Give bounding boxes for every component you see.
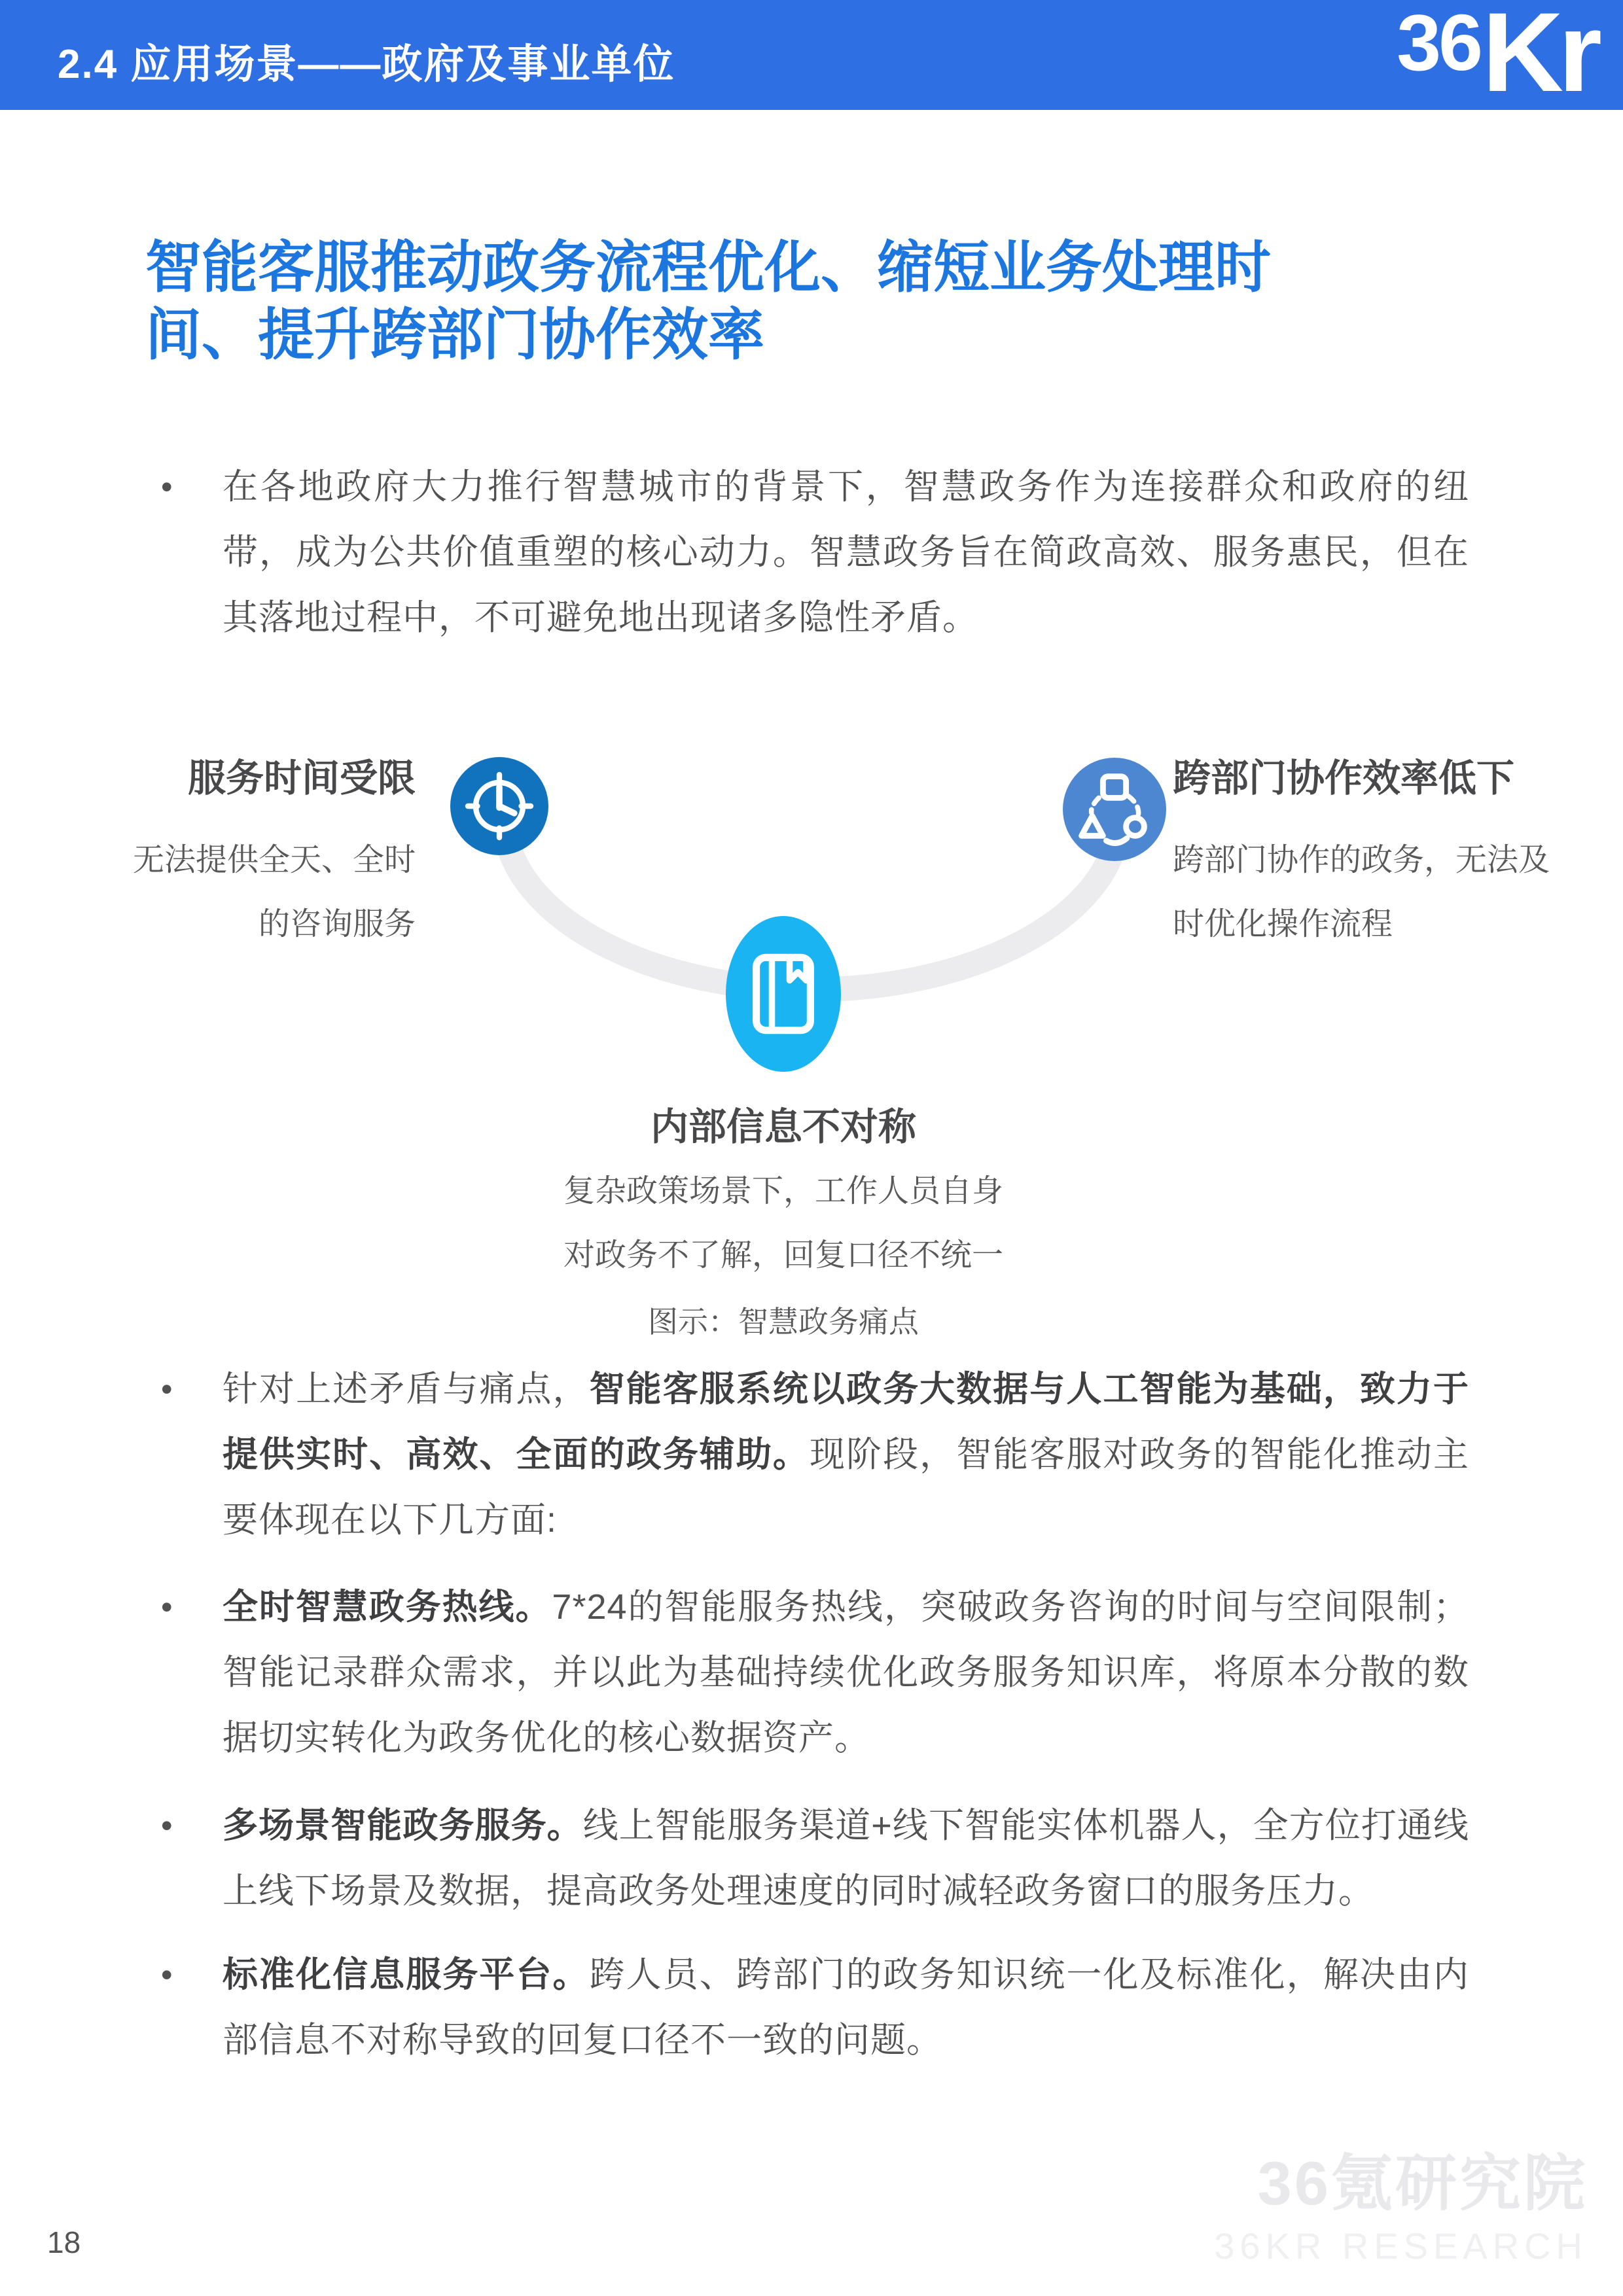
pain-right-desc-line2: 时优化操作流程: [1173, 907, 1393, 942]
pain-middle-desc: [522, 1159, 1045, 1288]
pain-left-desc-line1: 无法提供全天、全时: [132, 843, 416, 877]
bullet-text-post: 现阶段，智能客服对政务的智能化推动主要体现在以下几方面:: [223, 1435, 1469, 1540]
pain-right-title: 跨部门协作效率低下: [1173, 757, 1515, 800]
bullet-text: [223, 1356, 1469, 1553]
bullet-text-pre: 在各地政府大力推行智慧城市的背景下，智慧政务作为连接群众和政府的纽带，成为公共价值重塑的核心动力。智慧政务旨在简政高效、服务惠民，但在其落地过程中，不可避免地出现诸多隐性矛盾。: [223, 467, 1469, 637]
bullet-solution: [145, 1356, 1480, 1553]
logo-36kr-kr: Kr: [1482, 0, 1597, 110]
watermark-en: 36KR RESEARCH: [1214, 2225, 1588, 2267]
bullet-intro: [145, 454, 1480, 650]
bullet-text-post: 7*24的智能服务热线，突破政务咨询的时间与空间限制；智能记录群众需求，并以此为基础持续优化政务服务知识库，将原本分散的数据切实转化为政务优化的核心数据资产。: [223, 1587, 1469, 1757]
pain-left-desc-line2: 的咨询服务: [258, 907, 416, 942]
collaboration-icon: [1063, 758, 1166, 861]
bullet-text-post: 跨人员、跨部门的政务知识统一化及标准化，解决由内部信息不对称导致的回复口径不一致的问题。: [223, 1955, 1470, 2060]
bullet-text: [223, 1574, 1469, 1771]
bullet-marker: •: [161, 1589, 173, 1625]
pain-middle-title: 内部信息不对称: [650, 1106, 916, 1148]
bullet-standard-platform: [145, 1942, 1480, 2073]
logo-36kr: 36: [1397, 0, 1480, 87]
bullet-marker: •: [161, 1807, 173, 1844]
bullet-marker: •: [161, 1956, 173, 1993]
watermark-cn: 36氪研究院: [1257, 2149, 1588, 2217]
pain-right-desc-line1: 跨部门协作的政务，无法及: [1173, 843, 1550, 877]
book-icon: [726, 916, 841, 1072]
bullet-multi-scene: [145, 1793, 1480, 1924]
page-title-line2: 间、提升跨部门协作效率: [145, 304, 764, 366]
bullet-marker: •: [161, 1371, 173, 1407]
pain-middle-desc-line1: 复杂政策场景下，工作人员自身: [563, 1174, 1003, 1209]
diagram-caption: 图示：智慧政务痛点: [648, 1305, 919, 1339]
bullet-hotline: [145, 1574, 1480, 1771]
page-title-line1: 智能客服推动政务流程优化、缩短业务处理时: [145, 236, 1271, 299]
pain-left-desc: [92, 828, 416, 957]
bullet-text-bold: 智能客服系统以政务大数据与人工智能为基础，致力于提供实时、高效、全面的政务辅助。: [223, 1369, 1470, 1474]
bullet-text: [223, 1793, 1469, 1924]
watermark: [1214, 2149, 1588, 2267]
bullet-text: [223, 1942, 1469, 2073]
bullet-text-bold: 标准化信息服务平台。: [223, 1955, 590, 1994]
bullet-text: [223, 454, 1469, 650]
pain-right-desc: [1173, 828, 1605, 957]
header-bar: [0, 0, 1623, 110]
page-title: [145, 234, 1520, 369]
clock-icon: [450, 757, 548, 855]
bullet-text-bold: 全时智慧政务热线。: [223, 1587, 552, 1627]
page-number: 18: [47, 2225, 81, 2259]
bullet-marker: •: [161, 468, 173, 505]
section-title: 2.4 应用场景——政府及事业单位: [58, 42, 675, 87]
bullet-text-pre: 针对上述矛盾与痛点，: [223, 1369, 590, 1409]
bullet-text-bold: 多场景智能政务服务。: [223, 1806, 583, 1845]
bullet-text-post: 线上智能服务渠道+线下智能实体机器人，全方位打通线上线下场景及数据，提高政务处理速度的同时减轻政务窗口的服务压力。: [223, 1806, 1469, 1911]
pain-left-title: 服务时间受限: [187, 757, 416, 800]
pain-middle-desc-line2: 对政务不了解，回复口径不统一: [563, 1238, 1003, 1273]
